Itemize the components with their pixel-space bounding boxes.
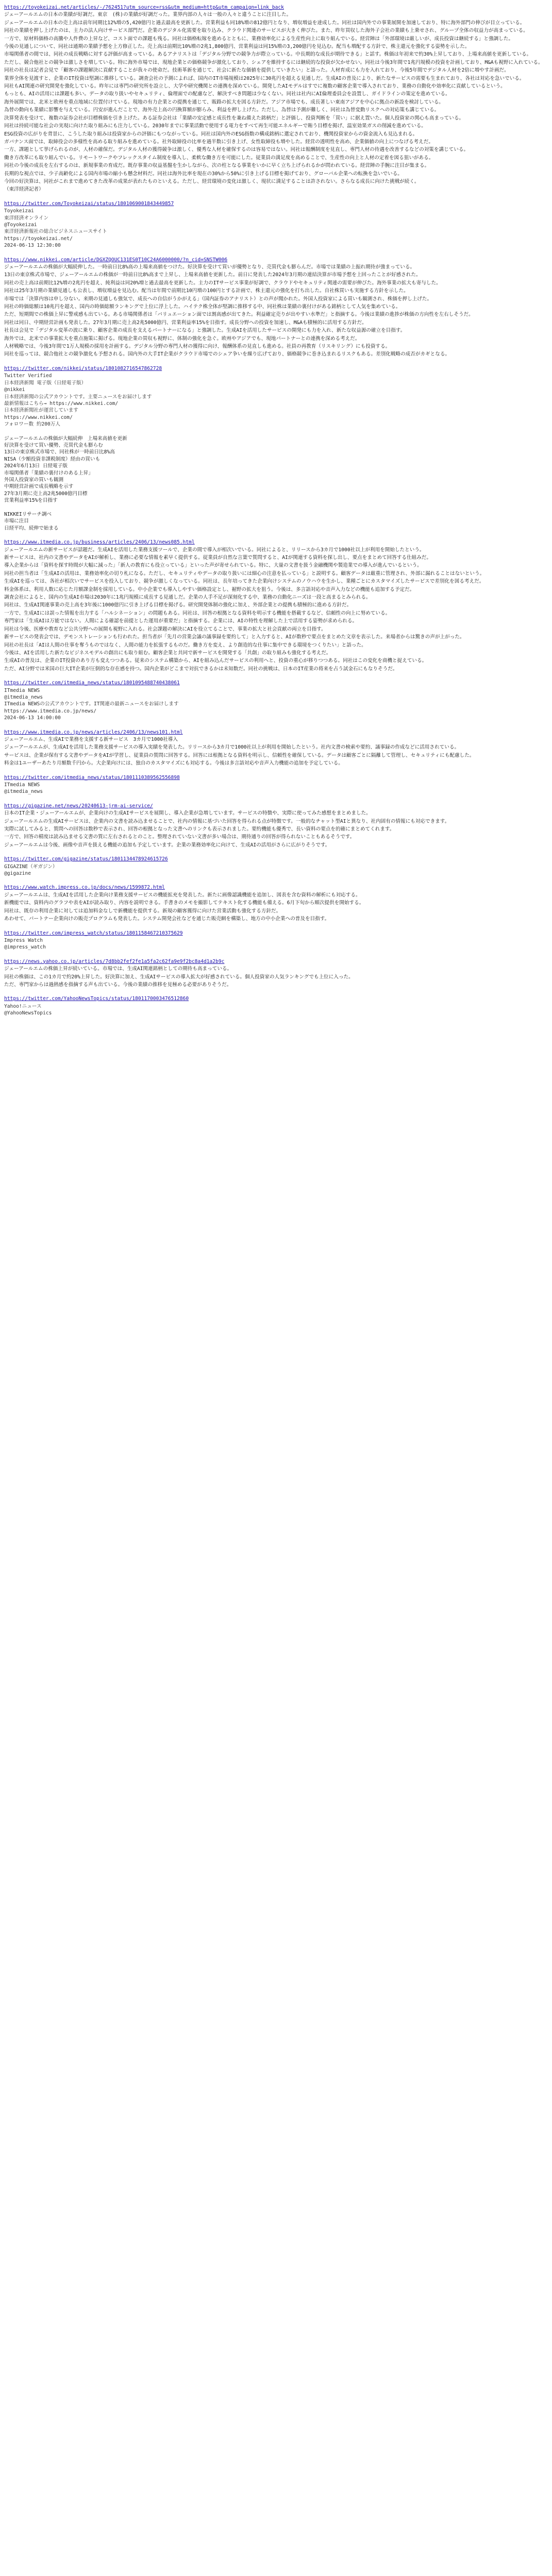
body-paragraph: 一方で、生成AIには誤った情報を出力する「ハルシネーション」の問題もある。同社は、回答の根拠となる資料を明示する機能を搭載するなど、信頼性の向上に努めている。 (4, 610, 391, 616)
source-link[interactable]: https://twitter.com/itmedia_news/status/1801110389562556898 (4, 774, 180, 781)
body-paragraph: 市場では「決算内容は申し分ない。来期の見通しも強気で、成長への自信がうかがえる」（国内証券のアナリスト）との声が聞かれた。外国人投資家による買いも観測され、株価を押し上げた。 (4, 296, 432, 302)
source-link[interactable]: https://www.watch.impress.co.jp/docs/news/1599872.html (4, 885, 165, 891)
body-paragraph: 一方で、回答の精度は読み込ませる文書の質に左右されるとのこと。整理されていない文書が多い場合は、期待通りの回答が得られないこともあるそうです。 (4, 834, 355, 840)
body-paragraph: 同社の今後の成長を左右するのは、新規事業の育成だ。既存事業の収益基盤を生かしながら、次の柱となる事業をいかに早く立ち上げられるかが問われている。経営陣の手腕に注目が集まる。 (4, 163, 430, 169)
source-link[interactable]: https://toyokeizai.net/articles/-/762451?utm_source=rss&utm_medium=http&utm_campaign=link_back (4, 5, 284, 10)
body-paragraph: ジェーアールエム、生成AIで業務を支援する新サービス 3カ月で1000社導入 (4, 736, 178, 742)
body-paragraph: 業界全体を見渡すと、企業のIT投資は堅調に推移している。調査会社の予測によれば、国内のIT市場規模は2025年に30兆円を超える見通しだ。生成AIの普及により、新たなサービスの需要も生まれており、各社は対応を急いでいる。 (4, 75, 525, 81)
source-meta-line: 2024-06-13 12:30:00 (4, 243, 61, 249)
content-section (4, 365, 546, 428)
content-section (4, 884, 546, 922)
content-section (4, 200, 546, 249)
body-paragraph: 27年3月期に売上高2兆5000億円目標 (4, 490, 88, 497)
source-meta-line: Yahoo!ニュース (4, 1003, 42, 1009)
body-paragraph: 為替の動向も業績に影響を与えている。円安が進んだことで、海外売上高の円換算額が膨らみ、利益を押し上げた。ただし、為替は予測が難しく、同社は為替変動リスクへの対応策も講じている。 (4, 107, 440, 113)
source-meta-line: @Toyokeizai (4, 222, 37, 228)
content-section (4, 995, 546, 1016)
body-paragraph: サービスは、企業が保有する文書やデータをAIが学習し、従業員の質問に回答する。回答には根拠となる資料を明示し、信頼性を確保している。データは顧客ごとに隔離して管理し、セキュリティにも配慮した。 (4, 752, 475, 758)
body-paragraph: （東洋経済記者） (4, 187, 44, 193)
content-section (4, 958, 546, 989)
content-section (4, 435, 546, 532)
source-link[interactable]: https://twitter.com/gigazine/status/1801134478924615726 (4, 856, 168, 862)
source-meta-line: 2024-06-13 14:00:00 (4, 715, 61, 721)
body-paragraph: ジェーアールエムの新サービスが話題だ。生成AIを活用した業務支援ツールで、企業の間で導入が相次いでいる。同社によると、リリースから3カ月で1000社以上が利用を開始したという。 (4, 547, 425, 553)
source-meta-line: ITmedia NEWSの公式アカウントです。IT関連の最新ニュースをお届けします (4, 701, 179, 707)
body-paragraph: 調査会社によると、国内の生成AI市場は2030年に1兆円規模に成長する見通しだ。企業の人手不足が深刻化する中、業務の自動化ニーズは一段と高まるとみられる。 (4, 595, 371, 601)
body-paragraph: 市場関係者の間では、同社の成長戦略に対する評価が高まっている。あるアナリストは「デジタル分野での競争力が際立っている。中長期的な成長が期待できる」と話す。株価は年初来で約30%上昇しており、上場来高値を更新している。 (4, 52, 532, 58)
body-paragraph: 営業利益率15%を目指す (4, 498, 58, 504)
body-paragraph: 中期経営計画で成長戦略を示す (4, 484, 74, 490)
source-meta-line: Twitter Verified (4, 373, 52, 379)
body-paragraph: 導入企業からは「資料を探す時間が大幅に減った」「新人の教育にも役立っている」といった声が寄せられている。特に、大量の文書を扱う金融機関や製造業での導入が進んでいるという。 (4, 563, 422, 569)
body-paragraph: ジェーアールエムの株価が大幅続伸 上場来高値を更新 (4, 435, 127, 442)
source-meta-line: フォロワー数 約200万人 (4, 421, 60, 428)
body-paragraph: 新サービスの発表会では、デモンストレーションも行われた。担当者が「先月の営業会議の議事録を要約して」と入力すると、AIが数秒で要点をまとめた文章を表示した。来場者からは驚きの声が上がった。 (4, 634, 465, 640)
body-paragraph: ジェーアールエムの日本の売上高は前年同期比12%増の5,420億円と過去最高を更新した。営業利益も同18%増の812億円となり、増収増益を達成した。同社は国内外での事業展開を加速しており、特に海外部門の伸びが目立っている。 (4, 20, 525, 26)
body-paragraph: 好決算を受けて買い優勢、売買代金も膨らむ (4, 442, 103, 448)
body-paragraph (4, 504, 546, 511)
body-paragraph: ジェーアールエムの株価が大幅続伸した。一時前日比8%高の上場来高値をつけた。好決算を受けて買いが優勢となり、売買代金も膨らんだ。市場では業績の上振れ期待が強まっている。 (4, 264, 415, 270)
source-meta-line: 日本経済新聞 電子版（日経電子版） (4, 380, 87, 386)
source-meta-line: @nikkei (4, 387, 25, 393)
body-paragraph: 同社は25年3月期の業績見通しも公表し、増収増益を見込む。配当は年間で前期比10円増の100円とする計画で、株主還元の強化を打ち出した。自社株買いも実施する方針を示した。 (4, 288, 409, 294)
source-link[interactable]: https://twitter.com/itmedia_news/status/1801095488740438061 (4, 680, 180, 686)
source-meta-line: 東洋経済新報社の総合ビジネスニュースサイト (4, 229, 107, 235)
body-paragraph: ジェーアールエムの生成AIサービスは、企業内の文書を読み込ませることで、社内の情報に基づいた回答を得られる点が特徴です。一般的なチャット型AIと異なり、社内固有の情報にも対応できます。 (4, 818, 450, 824)
body-paragraph: ジェーアールエムの株価上昇が続いている。市場では、生成AI関連銘柄としての期待も高まっている。 (4, 966, 232, 972)
body-paragraph: 同社の社長は「AIは人間の仕事を奪うものではなく、人間の能力を拡張するものだ。働き方を変え、より創造的な仕事に集中できる環境をつくりたい」と語った。 (4, 642, 366, 648)
body-paragraph: ただ、AI分野では米国の巨大IT企業が圧倒的な存在感を持つ。国内企業がどこまで対抗できるかは未知数だ。同社の挑戦は、日本のIT産業の将来を占う試金石にもなりそうだ。 (4, 666, 398, 672)
body-paragraph: 今回の好決算は、同社がこれまで進めてきた改革の成果が表れたものといえる。ただし、経営環境の変化は激しく、現状に満足することは許されない。さらなる成長に向けた挑戦が続く。 (4, 178, 420, 184)
body-paragraph: ジェーアールエムが、生成AIを活用した業務支援サービスの導入実績を発表した。リリースから3カ月で1000社以上が利用を開始したという。社内文書の検索や要約、議事録の作成などに活用されている。 (4, 744, 460, 751)
source-link[interactable]: https://twitter.com/YahooNewsTopics/status/1801170003476512860 (4, 996, 189, 1002)
body-paragraph: NIKKEIリサーチ調べ (4, 512, 52, 517)
content-section (4, 257, 546, 358)
source-meta-line: @itmedia_news (4, 694, 43, 700)
body-paragraph: 同社もAI関連の研究開発を強化している。昨年には専門の研究所を設立し、大学や研究機関との連携を深めている。開発したAIモデルはすでに複数の顧客企業で導入されており、業務の自動化や効率化に貢献しているという。 (4, 83, 506, 90)
source-meta-line: ITmedia NEWS (4, 782, 40, 788)
body-paragraph: 人材戦略では、今後3年間で1万人規模の採用を計画する。デジタル分野の専門人材の獲得に向け、報酬体系の見直しも進める。社員の再教育（リスキリング）にも投資する。 (4, 344, 391, 350)
body-paragraph: あわせて、パートナー企業向けの販売プログラムも発表した。システム開発会社などを通じた販売網を構築し、地方の中小企業への普及を目指す。 (4, 916, 330, 922)
content-section (4, 680, 546, 721)
body-paragraph: 今後の見通しについて、同社は通期の業績予想を上方修正した。売上高は前期比10%増の2兆1,800億円、営業利益は同15%増の3,200億円を見込む。配当も増配する方針で、株主還元を強化する姿勢を示した。 (4, 44, 470, 50)
body-paragraph: 同社の株価は、この1カ月で約20%上昇した。好決算に加え、生成AIサービスの導入拡大が好感されている。個人投資家の人気ランキングでも上位に入った。 (4, 974, 354, 980)
source-link[interactable]: https://twitter.com/impress_watch/status/1801158467210375629 (4, 930, 183, 936)
body-paragraph: 同社の業績を押し上げたのは、主力の法人向けサービス部門だ。企業のデジタル化需要を取り込み、クラウド関連のサービスが大きく伸びた。また、昨年買収した海外子会社の業績も上乗せされ、グループ全体の収益力が高まっている。 (4, 28, 528, 34)
body-paragraph: 料金は1ユーザーあたり月額数千円から。大企業向けには、独自のカスタマイズにも対応する。今後は多言語対応や音声入力機能の追加を予定している。 (4, 760, 343, 767)
source-meta-line: Impress Watch (4, 937, 43, 943)
body-paragraph: 同社は今後、医療や教育など公共分野への展開も視野に入れる。社会課題の解決にAIを役立てることで、事業の拡大と社会貢献の両立を目指す。 (4, 626, 326, 632)
body-paragraph: 実際に試してみると、質問への回答は数秒で表示され、回答の根拠となった文書へのリンクも表示されました。要約機能も優秀で、長い資料の要点を的確にまとめてくれます。 (4, 826, 395, 833)
page (0, 0, 552, 1045)
source-meta-line: 東洋経済オンライン (4, 215, 49, 221)
source-meta-line: 日本経済新聞社が運営しています (4, 408, 78, 414)
body-paragraph: 海外では、北米での事業拡大を重点施策に掲げる。現地企業の買収も視野に、体制の強化を急ぐ。欧州やアジアでも、現地パートナーとの連携を深める考えだ。 (4, 335, 360, 342)
body-paragraph: ESG投資の広がりを背景に、こうした取り組みは投資家からの評価にもつながっている。同社は国内外のESG指数の構成銘柄に選定されており、機関投資家からの資金流入も見込まれる。 (4, 131, 418, 137)
content-section (4, 729, 546, 767)
body-paragraph: 決算発表を受けて、複数の証券会社が目標株価を引き上げた。ある証券会社は「業績の安定感と成長性を兼ね備えた銘柄だ」と評価し、投資判断を「買い」に据え置いた。個人投資家の関心も高まっている。 (4, 115, 464, 121)
body-paragraph: 一方で、原材料価格の高騰や人件費の上昇など、コスト面での課題も残る。同社は価格転嫁を進めるとともに、業務効率化による生産性向上に取り組んでいる。経営陣は「外部環境は厳しいが、成長投資は継続する」と強調した。 (4, 36, 513, 42)
body-paragraph: 同社は同日、中期経営計画も発表した。27年3月期に売上高2兆5000億円、営業利益率15%を目指す。成長分野への投資を加速し、M&Aも積極的に活用する方針だ。 (4, 319, 367, 326)
body-paragraph: 同社は持続可能な社会の実現に向けた取り組みにも注力している。2030年までに事業活動で使用する電力をすべて再生可能エネルギーで賄う目標を掲げ、温室効果ガスの削減を進めている。 (4, 123, 426, 129)
body-paragraph: 同社は、生成AI関連事業の売上高を3年後に1000億円に引き上げる目標を掲げる。研究開発体制の強化に加え、外部企業との提携も積極的に進める方針だ。 (4, 602, 352, 608)
content-section (4, 539, 546, 672)
source-meta-line: @itmedia_news (4, 789, 43, 795)
source-link[interactable]: https://gigazine.net/news/20240613-jrm-ai-service/ (4, 803, 153, 809)
body-paragraph: 同社を巡っては、競合他社との競争激化も予想される。国内外の大手IT企業がクラウド市場でのシェア争いを繰り広げており、価格競争に巻き込まれるリスクもある。差別化戦略の成否がカギとなる。 (4, 351, 450, 358)
content-section (4, 4, 546, 193)
body-paragraph: 長期的な視点では、少子高齢化による国内市場の縮小も懸念材料だ。同社は海外比率を現在の30%から50%に引き上げる目標を掲げており、グローバル企業への転換を急いでいる。 (4, 171, 403, 177)
body-paragraph: ただ、専門家からは過熱感を指摘する声も出ている。今後の業績の推移を見極める必要がありそうだ。 (4, 981, 232, 988)
source-link[interactable]: https://www.itmedia.co.jp/news/articles/2406/13/news101.html (4, 729, 183, 735)
body-paragraph: 生成AIの普及は、企業のIT投資のあり方も変えつつある。従来のシステム構築から、AIを組み込んだサービスの利用へと、投資の重心が移りつつある。同社はこの変化を商機と捉えている。 (4, 658, 427, 664)
body-paragraph: ジェーアールエムの日本の業績が好調だ。東京 (株)の業績が好調だった。業界内部の人々は一般の人々と違うことに注目した。 (4, 12, 292, 18)
body-paragraph: 社長は会見で「デジタル変革の波に乗り、顧客企業の成長を支えるパートナーになる」と強調した。生成AIを活用したサービスの開発にも力を入れ、新たな収益源の確立を目指す。 (4, 328, 406, 334)
body-paragraph: ジェーアールエムは、生成AIを活用した企業向け業務支援サービスの機能拡充を発表した。新たに画像認識機能を追加し、図表を含む資料の解析にも対応する。 (4, 892, 361, 898)
body-paragraph: 今後は、AIを活用した新たなビジネスモデルの創出にも取り組む。顧客企業と共同で新サービスを開発する「共創」の取り組みも強化する考えだ。 (4, 650, 331, 656)
body-paragraph: 外国人投資家の買いも観測 (4, 477, 64, 483)
body-paragraph: 同社の売上高は前期比12%増の2兆円を超え、純利益は同20%増と過去最高を更新した。主力のITサービス事業が好調で、クラウドやセキュリティ関連の需要が伸びた。海外事業の拡大も寄与した。 (4, 280, 441, 286)
body-paragraph: 料金体系は、利用人数に応じた月額課金制を採用している。中小企業でも導入しやすい価格設定とし、裾野の拡大を狙う。今後は、多言語対応や音声入力などの機能も追加する予定だ。 (4, 586, 415, 592)
body-paragraph: 生成AIを巡っては、各社が相次いでサービスを投入しており、競争が激しくなっている。同社は、長年培ってきた企業向けシステムのノウハウを生かし、業種ごとにカスタマイズしたサービスで差別化を図る考えだ。 (4, 579, 484, 585)
content-section (4, 774, 546, 795)
body-paragraph: 市場に注目 (4, 518, 29, 524)
body-paragraph: 働き方改革にも取り組んでいる。リモートワークやフレックスタイム制度を導入し、柔軟な働き方を可能にした。従業員の満足度を高めることで、生産性の向上と人材の定着を図る狙いがある。 (4, 155, 434, 161)
body-paragraph: 同社は、既存の利用企業に対しては追加料金なしで新機能を提供する。新規の顧客獲得に向けた営業活動も強化する方針だ。 (4, 908, 281, 914)
source-meta-line: ITmedia NEWS (4, 687, 40, 693)
body-paragraph: ガバナンス面では、取締役会の多様性を高める取り組みを進めている。社外取締役の比率を過半数に引き上げ、女性取締役も増やした。経営の透明性を高め、企業価値の向上につなげる考えだ。 (4, 139, 433, 145)
source-link[interactable]: https://www.itmedia.co.jp/business/articles/2406/13/news085.html (4, 539, 195, 546)
source-meta-line: Toyokeizai (4, 208, 34, 214)
body-paragraph: 同社の時価総額は10兆円を超え、国内の時価総額ランキングで上位に浮上した。ハイテク株全体が堅調に推移する中、同社株は業績の裏付けがある銘柄として人気を集めている。 (4, 304, 401, 310)
source-meta-line: GIGAZINE（ギガジン） (4, 863, 58, 870)
body-paragraph: ただし、競合他社との競争は激しさを増している。特に海外市場では、現地企業との価格競争が激化しており、シェアを維持するには継続的な投資が欠かせない。同社は今後3年間で1兆円規模の投資を計画しており、M&Aも視野に入れている。 (4, 59, 543, 65)
source-link[interactable]: https://twitter.com/nikkei/status/1801082716547862728 (4, 365, 162, 371)
body-paragraph: 13日の東京株式市場で、同社株が一時前日比8%高 (4, 449, 115, 455)
source-meta-line: 最新情報はこちら→ https://www.nikkei.com/ (4, 400, 119, 406)
source-link[interactable]: https://twitter.com/Toyokeizai/status/1801069001843449857 (4, 200, 174, 207)
body-paragraph: 新サービスは、社内の文書やデータをAIが解析し、業務に必要な情報を素早く提供する。従業員が自然な言葉で質問すると、AIが関連する資料を探し出し、要点をまとめて回答する仕組みだ。 (4, 555, 431, 561)
content-section (4, 856, 546, 877)
body-paragraph: 専門家は「生成AIは万能ではない。人間による確認を前提とした運用が重要だ」と指摘する。企業には、AIの特性を理解した上で活用する姿勢が求められる。 (4, 618, 358, 624)
body-paragraph: もっとも、AIの活用には課題も多い。データの取り扱いやセキュリティ、倫理面での配慮など、解決すべき問題は少なくない。同社は社内にAI倫理委員会を設置し、ガイドラインの策定を進めている。 (4, 91, 450, 97)
body-paragraph: 日経平均、続伸で始まる (4, 525, 59, 531)
source-meta-line: @YahooNewsTopics (4, 1010, 52, 1016)
source-link[interactable]: https://news.yahoo.co.jp/articles/7d8bb2fef2fe1a5fa2c62fa9e9f2bc8a4d1a2b9c (4, 958, 225, 964)
body-paragraph: 2024年6月13日 日経電子版 (4, 463, 68, 469)
body-paragraph: 海外展開では、北米と欧州を重点地域に位置付けている。現地の有力企業との提携を通じて、販路の拡大を図る方針だ。アジア市場でも、成長著しい東南アジアを中心に拠点の新設を検討している。 (4, 99, 444, 105)
source-meta-line: 日本経済新聞の公式アカウントです。主要ニュースをお届けします (4, 394, 152, 400)
body-paragraph: 日本のIT企業・ジェーアールエムが、企業向けの生成AIサービスを展開し、導入企業が急増しています。サービスの特徴や、実際に使ってみた感想をまとめました。 (4, 810, 371, 817)
content-section (4, 803, 546, 849)
source-meta-line: @impress_watch (4, 944, 46, 951)
source-meta-line: https://www.itmedia.co.jp/news/ (4, 708, 97, 714)
body-paragraph: ただ、短期間での株価上昇に警戒感も出ている。ある市場関係者は「バリュエーション面では割高感が出てきた。利益確定売りが出やすい水準だ」と指摘する。今後は業績の進捗が株価の方向性を左右しそうだ。 (4, 312, 474, 318)
body-paragraph: 一方、課題として挙げられるのが、人材の確保だ。デジタル人材の獲得競争は激しく、優秀な人材を確保するのは容易ではない。同社は報酬制度を見直し、専門人材の待遇を改善するなどの対策を講じている。 (4, 147, 469, 153)
source-meta-line: https://toyokeizai.net/ (4, 235, 73, 242)
body-paragraph: 13日の東京株式市場で、ジェーアールエムの株価が一時前日比8%高まで上昇し、上場来高値を更新した。前日に発表した2024年3月期の連結決算が市場予想を上回ったことが好感された。 (4, 272, 421, 278)
body-paragraph: 同社の担当者は「生成AIの活用は、業務効率化の切り札になる。ただし、セキュリティやデータの取り扱いには細心の注意を払っている」と説明する。顧客データは厳重に管理され、外部に漏れることはないという。 (4, 570, 485, 577)
content-section (4, 930, 546, 951)
body-paragraph: 市場関係者「業績の裏付けのある上昇」 (4, 470, 93, 476)
source-meta-line: https://www.nikkei.com/ (4, 414, 73, 420)
body-paragraph: ジェーアールエムは今後、画像や音声を扱える機能の追加も予定しています。企業の業務効率化に向けて、生成AIの活用がさらに広がりそうです。 (4, 842, 330, 848)
body-paragraph: 同社の社長は記者会見で「顧客の課題解決に貢献することが我々の使命だ。技術革新を通じて、社会に新たな価値を提供していきたい」と語った。人材育成にも力を入れており、今後5年間でデジタル人材を2倍に増やす計画だ。 (4, 67, 509, 74)
body-paragraph: NISA（少額投資非課税制度）経由の買いも (4, 456, 101, 462)
source-meta-line: @gigazine (4, 871, 31, 877)
body-paragraph: 新機能では、資料内のグラフや表をAIが読み取り、内容を説明できる。手書きのメモを撮影してテキスト化する機能も備える。6月下旬から順次提供を開始する。 (4, 900, 364, 906)
source-link[interactable]: https://www.nikkei.com/article/DGXZQOUC131ES0T10C24A6000000/?n_cid=SNSTW006 (4, 257, 228, 263)
